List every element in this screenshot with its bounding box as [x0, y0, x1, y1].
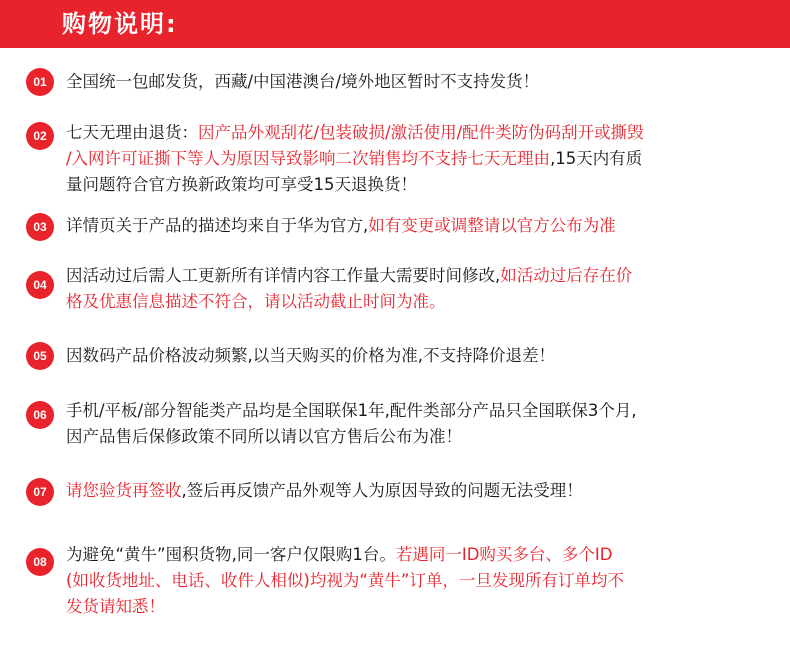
text-line — [66, 120, 774, 146]
text-line — [66, 289, 774, 315]
text-line — [66, 172, 774, 198]
text-line — [66, 69, 774, 95]
text-line — [66, 594, 774, 620]
text-segment-highlight: 因产品外观刮花/包装破损/激活使用/配件类防伪码刮开或撕毁 — [198, 123, 644, 142]
text-line — [66, 398, 774, 424]
text-segment-highlight: 发货请知悉！ — [66, 597, 165, 616]
number-badge: 06 — [26, 401, 54, 429]
number-badge: 05 — [26, 342, 54, 370]
text-segment-highlight: 格及优惠信息描述不符合，请以活动截止时间为准。 — [66, 292, 446, 311]
text-line — [66, 568, 774, 594]
text-line — [66, 478, 774, 504]
text-segment-highlight: /入网许可证撕下等人为原因导致影响二次销售均不支持七天无理由 — [66, 149, 551, 168]
number-badge: 04 — [26, 271, 54, 299]
text-segment-highlight: 请您验货再签收 — [66, 481, 182, 500]
text-line — [66, 542, 774, 568]
text-line — [66, 343, 774, 369]
text-segment: 全国统一包邮发货，西藏/中国港澳台/境外地区暂时不支持发货！ — [66, 72, 540, 91]
item-text — [66, 69, 774, 95]
text-line — [66, 424, 774, 450]
text-segment-highlight: (如收货地址、电话、收件人相似)均视为“黄牛”订单，一旦发现所有订单均不 — [66, 571, 624, 590]
page-title: 购物说明: — [62, 10, 178, 38]
text-segment-highlight: 若遇同一ID购买多台、多个ID — [395, 545, 613, 564]
number-badge: 07 — [26, 478, 54, 506]
item-text — [66, 542, 774, 620]
number-badge: 03 — [26, 213, 54, 241]
text-segment: 详情页关于产品的描述均来自于华为官方, — [66, 216, 369, 235]
item-text — [66, 263, 774, 315]
number-badge: 02 — [26, 122, 54, 150]
text-segment: ,签后再反馈产品外观等人为原因导致的问题无法受理！ — [181, 481, 583, 500]
text-segment: 因活动过后需人工更新所有详情内容工作量大需要时间修改, — [66, 266, 501, 285]
item-text — [66, 213, 774, 239]
text-segment: 因产品售后保修政策不同所以请以官方售后公布为准！ — [66, 427, 462, 446]
header-banner — [0, 0, 790, 48]
item-text — [66, 120, 774, 198]
text-line — [66, 213, 774, 239]
text-line — [66, 263, 774, 289]
number-badge: 08 — [26, 548, 54, 576]
number-badge: 01 — [26, 68, 54, 96]
item-text — [66, 398, 774, 450]
item-text — [66, 343, 774, 369]
text-segment: ,15天内有质 — [550, 149, 643, 168]
text-segment: 手机/平板/部分智能类产品均是全国联保1年,配件类部分产品只全国联保3个月, — [66, 401, 637, 420]
item-text — [66, 478, 774, 504]
text-segment: 七天无理由退货： — [66, 123, 198, 142]
text-line — [66, 146, 774, 172]
text-segment-highlight: 如有变更或调整请以官方公布为准 — [368, 216, 616, 235]
text-segment: 为避免“黄牛”囤积货物,同一客户仅限购1台。 — [66, 545, 396, 564]
text-segment-highlight: 如活动过后存在价 — [500, 266, 633, 285]
text-segment: 因数码产品价格波动频繁,以当天购买的价格为准,不支持降价退差！ — [66, 346, 555, 365]
text-segment: 量问题符合官方换新政策均可享受15天退换货！ — [66, 175, 417, 194]
